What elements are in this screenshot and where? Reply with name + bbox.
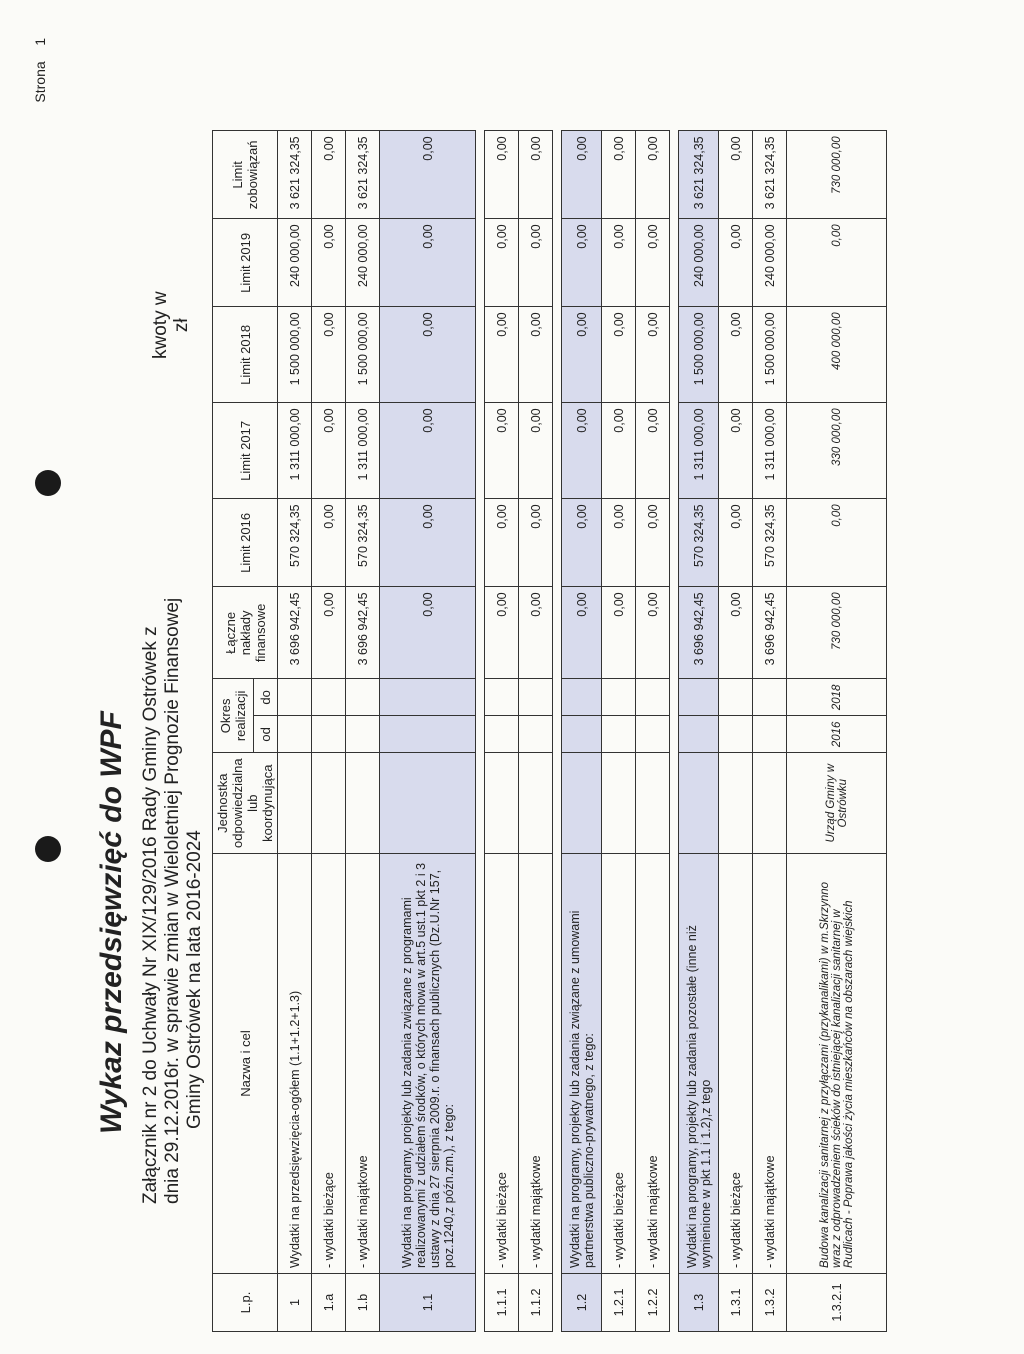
cell-from: 2016 [787, 716, 887, 753]
cell-limit: 3 621 324,35 [679, 131, 719, 219]
cell-lp: 1.3.1 [719, 1274, 753, 1332]
cell-from [679, 716, 719, 753]
cell-l2016: 0,00 [485, 499, 519, 587]
cell-l2018: 400 000,00 [787, 307, 887, 403]
cell-l2019: 240 000,00 [278, 219, 312, 307]
cell-limit: 3 621 324,35 [346, 131, 380, 219]
cell-total: 0,00 [602, 587, 636, 679]
cell-unit [312, 753, 346, 854]
cell-l2018: 0,00 [312, 307, 346, 403]
cell-lp: 1.1.1 [485, 1274, 519, 1332]
cell-to [312, 679, 346, 716]
cell-l2019: 240 000,00 [753, 219, 787, 307]
cell-unit [636, 753, 670, 854]
cell-to [380, 679, 476, 716]
cell-unit [562, 753, 602, 854]
cell-l2017: 0,00 [380, 403, 476, 499]
cell-from [278, 716, 312, 753]
row-gap [670, 131, 679, 1332]
cell-l2017: 0,00 [636, 403, 670, 499]
cell-name: Wydatki na programy, projekty lub zadania związane z umowami partnerstwa publiczno-prywatnego, z tego: [562, 854, 602, 1274]
cell-name: Wydatki na programy, projekty lub zadania związane z programami realizowanymi z udziałem środków, o których mowa w art.5 ust.1 pkt 2 i 3 ustawy z dnia 27 sierpnia 2009.r. o finansach publicznych (Dz.U.Nr 157, poz.1240,z późn.zm.), z tego: [380, 854, 476, 1274]
punch-hole-icon [35, 470, 61, 496]
cell-to [519, 679, 553, 716]
header-lp: L.p. [213, 1274, 278, 1332]
table-row [562, 131, 602, 1332]
cell-from [380, 716, 476, 753]
cell-limit: 0,00 [636, 131, 670, 219]
cell-name: - wydatki majątkowe [519, 854, 553, 1274]
cell-unit [719, 753, 753, 854]
cell-l2017: 330 000,00 [787, 403, 887, 499]
cell-l2017: 1 311 000,00 [346, 403, 380, 499]
cell-l2016: 0,00 [719, 499, 753, 587]
cell-l2019: 0,00 [519, 219, 553, 307]
cell-lp: 1.3.2.1 [787, 1274, 887, 1332]
cell-limit: 0,00 [602, 131, 636, 219]
cell-total: 3 696 942,45 [278, 587, 312, 679]
cell-to [346, 679, 380, 716]
cell-limit: 0,00 [380, 131, 476, 219]
cell-from [312, 716, 346, 753]
cell-l2017: 1 311 000,00 [753, 403, 787, 499]
header-limit-2016: Limit 2016 [213, 499, 278, 587]
cell-l2018: 1 500 000,00 [753, 307, 787, 403]
table-row [602, 131, 636, 1332]
cell-unit [346, 753, 380, 854]
cell-unit [679, 753, 719, 854]
cell-l2018: 0,00 [562, 307, 602, 403]
cell-total: 0,00 [380, 587, 476, 679]
cell-name: Budowa kanalizacji sanitarnej z przyłączami (przykanalikami) w m.Skrzynno wraz z odprowadzeniem ścieków do istniejącej kanalizacji sanitarnej w Rudlicach - Poprawa jakości życia mieszkańców na obszarach wiejskich [787, 854, 887, 1274]
units-note: kwoty w zł [150, 291, 192, 359]
cell-l2017: 1 311 000,00 [278, 403, 312, 499]
cell-name: - wydatki majątkowe [753, 854, 787, 1274]
cell-l2018: 0,00 [380, 307, 476, 403]
cell-limit: 730 000,00 [787, 131, 887, 219]
cell-total: 0,00 [719, 587, 753, 679]
cell-unit [380, 753, 476, 854]
cell-l2019: 240 000,00 [346, 219, 380, 307]
cell-to [602, 679, 636, 716]
cell-lp: 1 [278, 1274, 312, 1332]
cell-l2018: 1 500 000,00 [346, 307, 380, 403]
cell-name: - wydatki bieżące [602, 854, 636, 1274]
header-period-to: do [254, 679, 278, 716]
cell-unit [602, 753, 636, 854]
cell-lp: 1.2 [562, 1274, 602, 1332]
cell-l2016: 0,00 [602, 499, 636, 587]
cell-l2016: 570 324,35 [679, 499, 719, 587]
cell-from [636, 716, 670, 753]
cell-from [485, 716, 519, 753]
cell-unit [485, 753, 519, 854]
cell-name: Wydatki na przedsięwzięcia-ogółem (1.1+1.2+1.3) [278, 854, 312, 1274]
cell-l2019: 0,00 [312, 219, 346, 307]
table-row [519, 131, 553, 1332]
cell-total: 3 696 942,45 [346, 587, 380, 679]
cell-l2017: 1 311 000,00 [679, 403, 719, 499]
cell-total: 0,00 [312, 587, 346, 679]
cell-l2019: 0,00 [562, 219, 602, 307]
cell-l2017: 0,00 [485, 403, 519, 499]
table-row [380, 131, 476, 1332]
cell-lp: 1.2.2 [636, 1274, 670, 1332]
cell-lp: 1.1.2 [519, 1274, 553, 1332]
subtitle-line-3: Gminy Ostrówek na lata 2016-2024 [184, 830, 205, 1129]
cell-lp: 1.a [312, 1274, 346, 1332]
cell-total: 0,00 [636, 587, 670, 679]
table-row [485, 131, 519, 1332]
cell-from [602, 716, 636, 753]
row-gap [553, 131, 562, 1332]
cell-lp: 1.3.2 [753, 1274, 787, 1332]
cell-unit [278, 753, 312, 854]
cell-l2017: 0,00 [519, 403, 553, 499]
header-total: Łączne nakłady finansowe [213, 587, 278, 679]
cell-total: 3 696 942,45 [753, 587, 787, 679]
cell-from [719, 716, 753, 753]
table-row [753, 131, 787, 1332]
cell-l2019: 0,00 [636, 219, 670, 307]
cell-l2017: 0,00 [719, 403, 753, 499]
cell-l2017: 0,00 [312, 403, 346, 499]
cell-l2016: 570 324,35 [278, 499, 312, 587]
cell-to [679, 679, 719, 716]
cell-l2019: 240 000,00 [679, 219, 719, 307]
cell-l2016: 570 324,35 [753, 499, 787, 587]
wpf-table [212, 130, 887, 1332]
header-limit-2017: Limit 2017 [213, 403, 278, 499]
cell-to: 2018 [787, 679, 887, 716]
header-unit: Jednostka odpowiedzialna lub koordynująca [213, 753, 278, 854]
cell-unit [519, 753, 553, 854]
table-row [278, 131, 312, 1332]
cell-l2018: 0,00 [602, 307, 636, 403]
cell-name: Wydatki na programy, projekty lub zadania pozostałe (inne niż wymienione w pkt 1.1 i 1.2),z tego [679, 854, 719, 1274]
cell-l2019: 0,00 [787, 219, 887, 307]
cell-total: 0,00 [562, 587, 602, 679]
cell-name: - wydatki majątkowe [636, 854, 670, 1274]
table-row [636, 131, 670, 1332]
cell-l2016: 0,00 [380, 499, 476, 587]
cell-from [519, 716, 553, 753]
cell-l2019: 0,00 [719, 219, 753, 307]
header-limit-2019: Limit 2019 [213, 219, 278, 307]
cell-l2018: 0,00 [485, 307, 519, 403]
cell-to [636, 679, 670, 716]
header-period-from: od [254, 716, 278, 753]
cell-l2018: 0,00 [519, 307, 553, 403]
subtitle-line-1: Załącznik nr 2 do Uchwały Nr XIX/129/2016 Rady Gminy Ostrówek z [140, 626, 161, 1204]
table-row [346, 131, 380, 1332]
cell-name: - wydatki bieżące [312, 854, 346, 1274]
header-period: Okres realizacji [213, 679, 254, 753]
table-row [679, 131, 719, 1332]
cell-to [753, 679, 787, 716]
table-row [787, 131, 887, 1332]
cell-l2019: 0,00 [380, 219, 476, 307]
cell-unit [753, 753, 787, 854]
cell-l2019: 0,00 [485, 219, 519, 307]
cell-from [562, 716, 602, 753]
cell-name: - wydatki bieżące [485, 854, 519, 1274]
cell-total: 0,00 [519, 587, 553, 679]
cell-l2016: 570 324,35 [346, 499, 380, 587]
document-title: Wykaz przedsięwzięć do WPF [95, 711, 128, 1134]
cell-total: 730 000,00 [787, 587, 887, 679]
cell-l2016: 0,00 [312, 499, 346, 587]
header-limit-2018: Limit 2018 [213, 307, 278, 403]
cell-l2018: 1 500 000,00 [679, 307, 719, 403]
cell-l2016: 0,00 [636, 499, 670, 587]
cell-l2018: 1 500 000,00 [278, 307, 312, 403]
cell-lp: 1.2.1 [602, 1274, 636, 1332]
cell-to [719, 679, 753, 716]
cell-limit: 0,00 [562, 131, 602, 219]
cell-l2017: 0,00 [562, 403, 602, 499]
row-gap [476, 131, 485, 1332]
table-row [719, 131, 753, 1332]
cell-limit: 0,00 [312, 131, 346, 219]
table-row [312, 131, 346, 1332]
cell-to [562, 679, 602, 716]
cell-lp: 1.1 [380, 1274, 476, 1332]
cell-from [753, 716, 787, 753]
cell-to [278, 679, 312, 716]
cell-total: 3 696 942,45 [679, 587, 719, 679]
cell-l2017: 0,00 [602, 403, 636, 499]
cell-name: - wydatki bieżące [719, 854, 753, 1274]
cell-l2018: 0,00 [719, 307, 753, 403]
cell-lp: 1.b [346, 1274, 380, 1332]
cell-limit: 3 621 324,35 [278, 131, 312, 219]
cell-unit: Urząd Gminy w Ostrówku [787, 753, 887, 854]
cell-lp: 1.3 [679, 1274, 719, 1332]
punch-hole-icon [35, 836, 61, 862]
cell-total: 0,00 [485, 587, 519, 679]
cell-l2016: 0,00 [787, 499, 887, 587]
cell-to [485, 679, 519, 716]
cell-from [346, 716, 380, 753]
page-number: Strona 1 [32, 38, 48, 103]
cell-l2016: 0,00 [562, 499, 602, 587]
header-name: Nazwa i cel [213, 854, 278, 1274]
cell-limit: 0,00 [485, 131, 519, 219]
cell-l2018: 0,00 [636, 307, 670, 403]
cell-limit: 0,00 [719, 131, 753, 219]
cell-limit: 3 621 324,35 [753, 131, 787, 219]
cell-l2019: 0,00 [602, 219, 636, 307]
cell-limit: 0,00 [519, 131, 553, 219]
cell-name: - wydatki majątkowe [346, 854, 380, 1274]
subtitle-line-2: dnia 29.12.2016r. w sprawie zmian w Wieloletniej Prognozie Finansowej [162, 597, 183, 1204]
header-limit-obligations: Limit zobowiązań [213, 131, 278, 219]
cell-l2016: 0,00 [519, 499, 553, 587]
